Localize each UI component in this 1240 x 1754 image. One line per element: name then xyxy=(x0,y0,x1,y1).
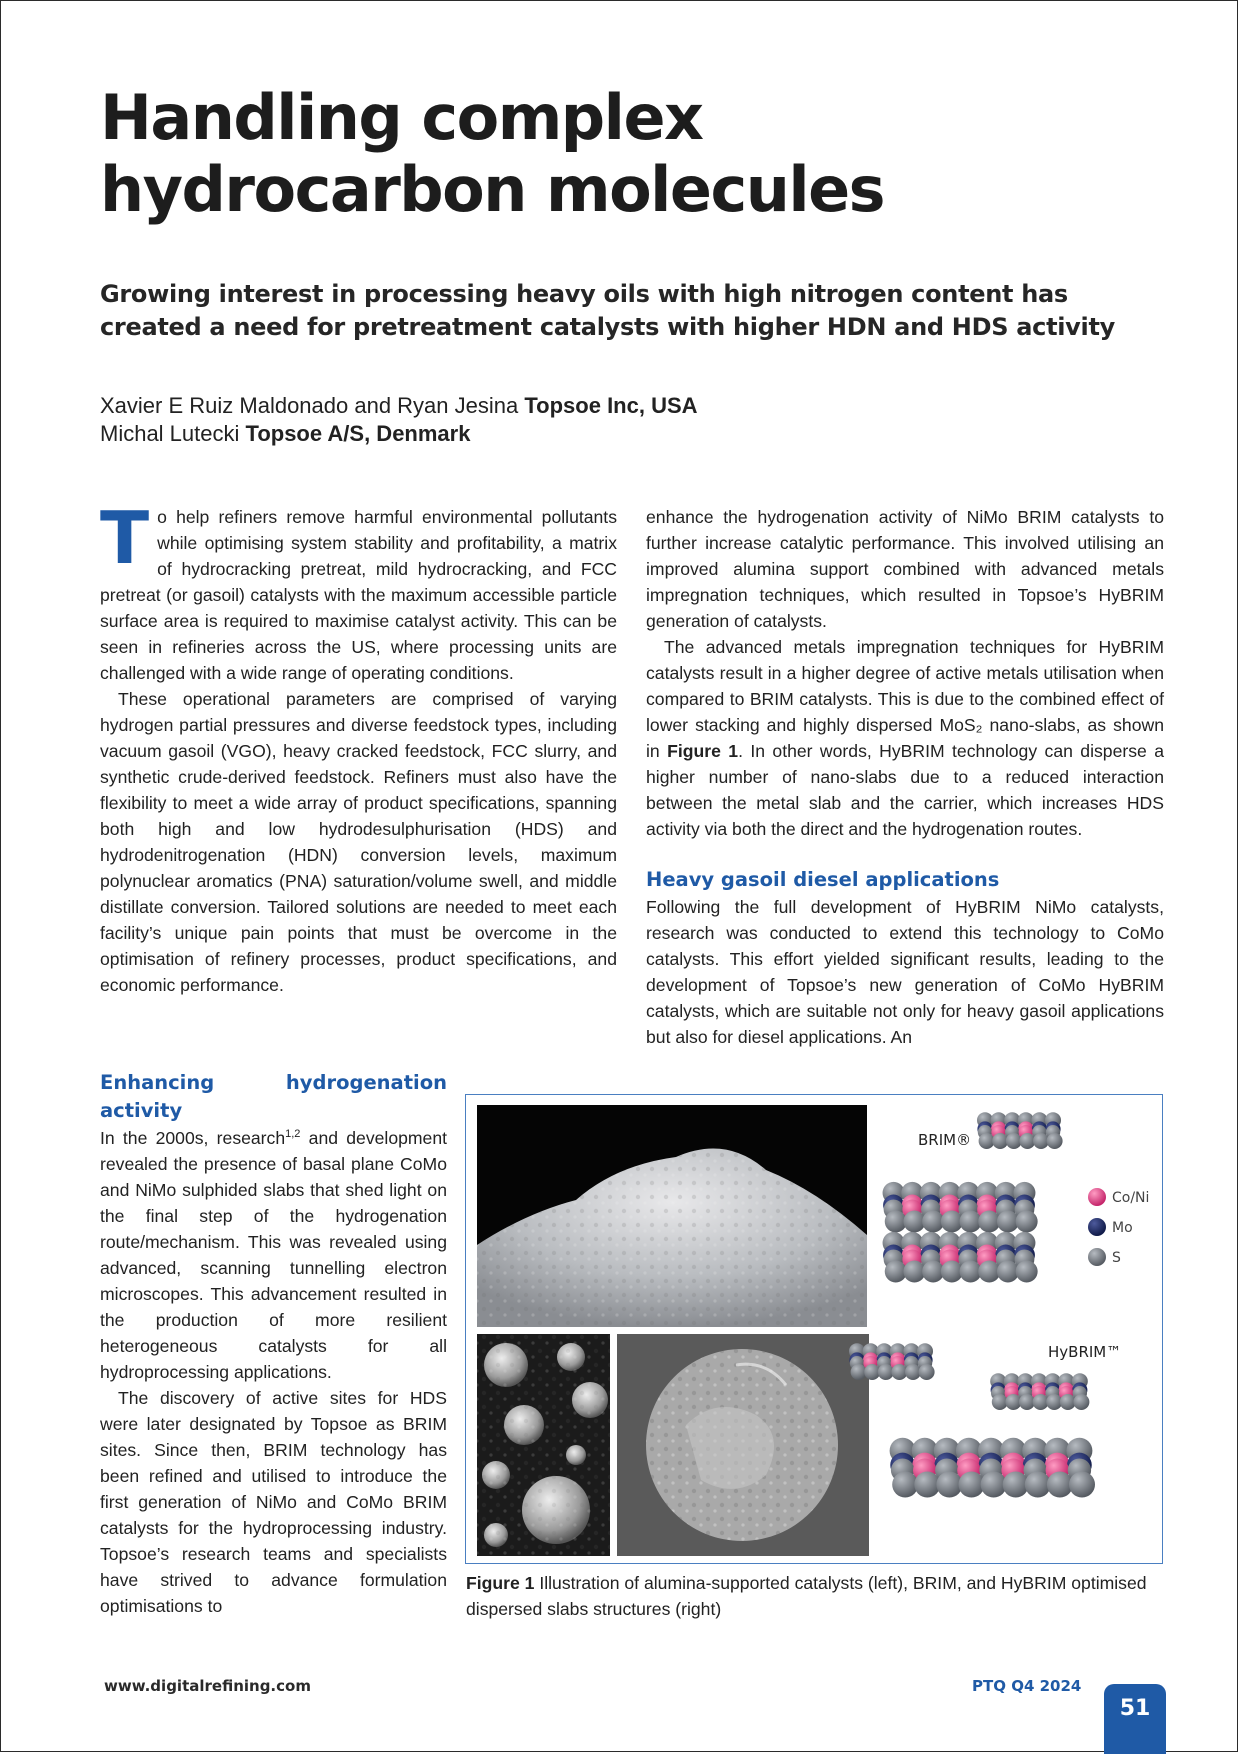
author-affiliation-1: Topsoe Inc, USA xyxy=(524,393,698,418)
body-paragraph: These operational parameters are comprised of varying hydrogen partial pressures and diverse feedstock types, including vacuum gasoil (VGO), heavy cracked feedstock, FCC slurry, and synthetic crude-derived feedstock. Refiners must also have the flexibility to meet a wide array of product specifications, spanning both high and low hydrodesulphurisation (HDS) and hydrodenitrogenation (HDN) conversion levels, maximum polynuclear aromatics (PNA) saturation/volume swell, and middle distillate conversion. Tailored solutions are needed to meet each facility’s unique pain points that must be overcome in the optimisation of refinery processes, product specifications, and economic performance. xyxy=(100,689,617,995)
legend-swatch-s xyxy=(1088,1248,1106,1266)
figure-caption xyxy=(466,1570,1166,1622)
legend-swatch-coni xyxy=(1088,1188,1106,1206)
left-column-top xyxy=(100,496,617,998)
author-affiliation-2: Topsoe A/S, Denmark xyxy=(245,421,471,446)
atom-sphere xyxy=(1016,1211,1038,1233)
atom-sphere xyxy=(878,1364,894,1380)
legend-label-coni: Co/Ni xyxy=(1112,1190,1150,1206)
article-title: Handling complex hydrocarbon molecules xyxy=(100,81,885,226)
atom-sphere xyxy=(1069,1472,1095,1498)
body-paragraph xyxy=(100,1125,447,1385)
atom-sphere xyxy=(1047,1133,1063,1149)
atom-sphere xyxy=(1046,1394,1062,1410)
footer-url[interactable]: www.digitalrefining.com xyxy=(104,1677,311,1695)
drop-cap: T xyxy=(100,496,150,580)
body-text: . In other words, HyBRIM technology can disperse a higher number of nano-slabs due to a reduced interaction between the metal slab and the carrier, which increases HDS activity via both the direct and the hydrogenation routes. xyxy=(646,741,1164,839)
slab-models xyxy=(849,1112,1095,1497)
body-paragraph-text: o help refiners remove harmful environmental pollutants while optimising system stability and profitability, a matrix of hydrocracking pretreat, mild hydrocracking, and FCC pretreat (or gasoil) catalysts with the maximum accessible particle surface area is required to maximise catalyst activity. This can be seen in refineries across the US, where processing units are challenged with a wide range of operating conditions. xyxy=(100,507,617,683)
authors-line-1 xyxy=(100,392,1100,420)
page-number: 51 xyxy=(1104,1684,1166,1754)
figure-caption-text: Illustration of alumina-supported catalysts (left), BRIM, and HyBRIM optimised dispersed slabs structures (right) xyxy=(466,1573,1147,1619)
figure-reference: Figure 1 xyxy=(667,741,739,761)
powder-micrograph xyxy=(477,1105,867,1327)
figure-caption-label: Figure 1 xyxy=(466,1573,535,1593)
beads-micrograph xyxy=(477,1334,610,1556)
legend xyxy=(1088,1188,1149,1266)
legend-swatch-mo xyxy=(1088,1218,1106,1236)
section-heading-hydrogenation: Enhancing hydrogenation activity xyxy=(100,1071,447,1122)
author-names-2: Michal Lutecki xyxy=(100,421,246,446)
body-text: The advanced metals impregnation techniques for HyBRIM catalysts result in a higher degree of active metals utilisation when compared to BRIM catalysts. This is due to the combined effect of lower stacking and highly dispersed MoS₂ nano-slabs, as shown in xyxy=(646,637,1164,761)
legend-label-mo: Mo xyxy=(1112,1220,1133,1236)
legend-label-s: S xyxy=(1112,1250,1121,1266)
authors-block xyxy=(100,392,1100,448)
particle-micrograph xyxy=(617,1334,869,1556)
atom-sphere xyxy=(905,1364,921,1380)
article-subtitle: Growing interest in processing heavy oils with high nitrogen content has created a need for pretreatment catalysts with higher HDN and HDS activity xyxy=(100,280,1115,341)
footer-issue: PTQ Q4 2024 xyxy=(972,1677,1082,1695)
body-text: and development revealed the presence of basal plane CoMo and NiMo sulphided slabs that shed light on the final step of the hydrogenation route/mechanism. This was revealed using advanced, scanning tunnelling electron microscopes. This advancement resulted in the production of more resilient heterogeneous catalysts for all hydroprocessing applications. xyxy=(100,1128,447,1382)
atom-sphere xyxy=(1003,1472,1029,1498)
atom-sphere xyxy=(1033,1394,1049,1410)
figure-1 xyxy=(465,1094,1163,1564)
atom-sphere xyxy=(919,1364,935,1380)
atom-sphere xyxy=(851,1364,867,1380)
atom-sphere xyxy=(1006,1133,1022,1149)
atom-sphere xyxy=(1016,1261,1038,1283)
body-paragraph: enhance the hydrogenation activity of NiMo BRIM catalysts to further increase catalytic performance. This involved utilising an improved alumina support combined with advanced metals impregnation techniques, which resulted in Topsoe’s HyBRIM generation of catalysts. xyxy=(646,507,1164,631)
authors-line-2 xyxy=(100,420,1100,448)
body-paragraph xyxy=(646,634,1164,842)
label-brim: BRIM® xyxy=(918,1131,972,1149)
left-column-bottom xyxy=(100,1073,447,1619)
reference-superscript: 1,2 xyxy=(285,1128,301,1141)
body-paragraph xyxy=(100,496,617,686)
label-hybrim: HyBRIM™ xyxy=(1048,1343,1122,1361)
author-names-1: Xavier E Ruiz Maldonado and Ryan Jesina xyxy=(100,393,525,418)
body-text: In the 2000s, research xyxy=(100,1128,286,1148)
atom-sphere xyxy=(992,1394,1008,1410)
atom-sphere xyxy=(981,1472,1007,1498)
atom-sphere xyxy=(914,1472,940,1498)
body-paragraph: The discovery of active sites for HDS were later designated by Topsoe as BRIM sites. Since then, BRIM technology has been refined and utilised to introduce the first generation of NiMo and CoMo BRIM catalysts for the hydroprocessing industry. Topsoe’s research teams and specialists have strived to advance formulation optimisations to xyxy=(100,1388,447,1616)
body-paragraph: Following the full development of HyBRIM NiMo catalysts, research was conducted to extend this technology to CoMo catalysts. This effort yielded significant results, leading to the development of Topsoe’s new generation of CoMo HyBRIM catalysts, which are suitable not only for heavy gasoil applications but also for diesel applications. An xyxy=(646,897,1164,1047)
section-heading-diesel: Heavy gasoil diesel applications xyxy=(646,868,1000,891)
right-column xyxy=(646,504,1164,1050)
atom-sphere xyxy=(979,1133,995,1149)
figure-1-illustration xyxy=(466,1095,1161,1562)
atom-sphere xyxy=(1073,1394,1089,1410)
